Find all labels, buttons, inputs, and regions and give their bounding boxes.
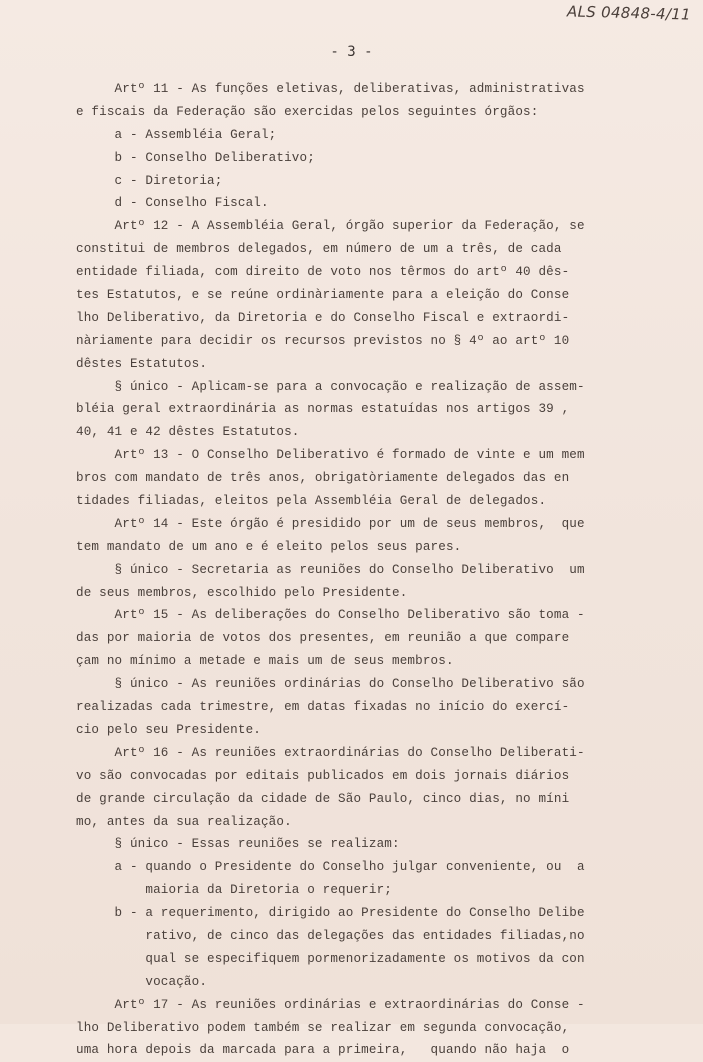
text-line: das por maioria de votos dos presentes, em reunião a que compare [76,631,570,646]
text-line: bléia geral extraordinária as normas estatuídas nos artigos 39 , [76,402,570,417]
text-line: vo são convocadas por editais publicados em dois jornais diários [76,768,570,783]
text-line: b - Conselho Deliberativo; [76,150,315,165]
text-line: dêstes Estatutos. [76,356,208,371]
text-line: d - Conselho Fiscal. [76,196,269,211]
text-line: a - quando o Presidente do Conselho julgar conveniente, ou a [76,860,585,875]
text-line: 40, 41 e 42 dêstes Estatutos. [76,425,300,440]
text-line: de grande circulação da cidade de São Paulo, cinco dias, no míni [76,791,570,806]
text-line: tidades filiadas, eleitos pela Assembléia Geral de delegados. [76,494,547,509]
text-line: § único - Aplicam-se para a convocação e realização de assem- [76,379,585,394]
text-line: rativo, de cinco das delegações das entidades filiadas,no [76,928,585,943]
text-line: Artº 17 - As reuniões ordinárias e extraordinárias do Conse - [76,997,585,1012]
text-line: e fiscais da Federação são exercidas pelos seguintes órgãos: [76,104,539,119]
text-line: Artº 15 - As deliberações do Conselho Deliberativo são toma - [76,608,585,623]
text-line: a - Assembléia Geral; [76,127,277,142]
text-line: Artº 16 - As reuniões extraordinárias do Conselho Deliberati- [76,745,585,760]
text-line: lho Deliberativo, da Diretoria e do Conselho Fiscal e extraordi- [76,310,570,325]
archive-reference-stamp: ALS 04848-4/11 [566,2,692,24]
text-line: entidade filiada, com direito de voto nos têrmos do artº 40 dês- [76,265,570,280]
text-line: nàriamente para decidir os recursos previstos no § 4º ao artº 10 [76,333,570,348]
text-line: § único - As reuniões ordinárias do Conselho Deliberativo são [76,677,585,692]
text-line: çam no mínimo a metade e mais um de seus membros. [76,654,454,669]
text-line: vocação. [76,974,208,989]
text-line: Artº 12 - A Assembléia Geral, órgão superior da Federação, se [76,219,585,234]
text-line: § único - Secretaria as reuniões do Conselho Deliberativo um [76,562,585,577]
text-line: bros com mandato de três anos, obrigatòriamente delegados das en [76,471,570,486]
text-line: maioria da Diretoria o requerir; [76,883,393,898]
text-line: c - Diretoria; [76,173,223,188]
page-number: - 3 - [330,44,373,60]
text-line: tes Estatutos, e se reúne ordinàriamente para a eleição do Conse [76,288,570,303]
text-line: realizadas cada trimestre, em datas fixadas no início do exercí- [76,700,570,715]
text-line: uma hora depois da marcada para a primeira, quando não haja o [76,1043,570,1058]
text-line: Artº 11 - As funções eletivas, deliberativas, administrativas [76,82,585,96]
text-line: qual se especifiquem pormenorizadamente os motivos da con [76,951,585,966]
document-body [76,78,616,1062]
text-line: b - a requerimento, dirigido ao Presidente do Conselho Delibe [76,906,585,921]
text-line: lho Deliberativo podem também se realizar em segunda convocação, [76,1020,570,1035]
text-line: Artº 14 - Este órgão é presidido por um de seus membros, que [76,516,585,531]
text-line: Artº 13 - O Conselho Deliberativo é formado de vinte e um mem [76,448,585,463]
text-line: constitui de membros delegados, em número de um a três, de cada [76,242,562,257]
text-line: mo, antes da sua realização. [76,814,292,829]
text-line: cio pelo seu Presidente. [76,722,261,737]
text-line: tem mandato de um ano e é eleito pelos seus pares. [76,539,462,554]
text-line: § único - Essas reuniões se realizam: [76,837,400,852]
text-line: de seus membros, escolhido pelo Presidente. [76,585,408,600]
